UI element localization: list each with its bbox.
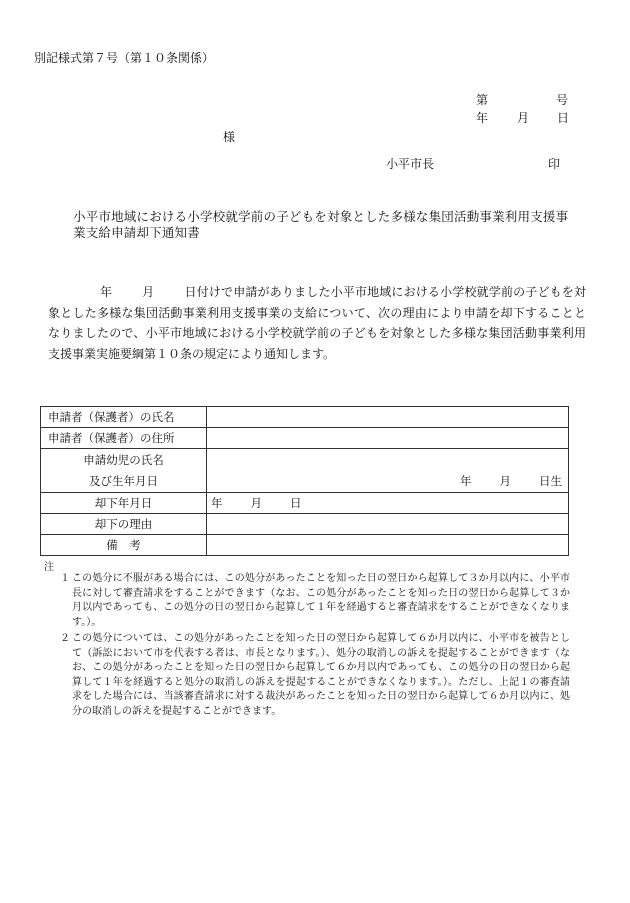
body-date-month: 月 (142, 285, 155, 299)
value-applicant-address (207, 428, 569, 449)
label-rejection-reason: 却下の理由 (41, 514, 207, 535)
table-row (41, 407, 569, 428)
table-row (41, 449, 569, 493)
value-rejection-date (207, 493, 569, 514)
notice-body (48, 282, 586, 364)
document-number-prefix: 第 (476, 93, 489, 107)
value-rejection-reason (207, 514, 569, 535)
issue-day-label: 日 (557, 111, 570, 125)
label-remarks: 備 考 (41, 535, 207, 556)
seal-mark: 印 (548, 157, 561, 171)
notes-list (58, 572, 570, 721)
label-applicant-name: 申請者（保護者）の氏名 (41, 407, 207, 428)
note-number: ２ (60, 633, 70, 644)
list-item (58, 572, 570, 630)
birth-month-label: 月 (499, 474, 511, 488)
note-text: この処分については、この処分があったことを知った日の翌日から起算して６か月以内に、小平市を被告として（訴訟において市を代表する者は、市長となります。）、処分の取消しの訴えを提起することができます（なお、この処分があったことを知った日の翌日から起算して６か月以内であっても、この処分の日の翌日から起算して１年を経過すると処分の取消しの訴えを提起することができなくなります。）。ただし、上記１の審査請求をした場合には、当該審査請求に対する裁決があったことを知った日の翌日から起算して６か月以内に、処分の取消しの訴えを提起することができます。 (72, 633, 570, 717)
notes-heading: 注 (44, 562, 54, 573)
value-remarks (207, 535, 569, 556)
table-row (41, 535, 569, 556)
table-row (41, 428, 569, 449)
rejection-month-label: 月 (250, 496, 262, 510)
issue-year-label: 年 (476, 111, 489, 125)
table-row (41, 493, 569, 514)
label-rejection-date: 却下年月日 (41, 493, 207, 514)
document-number-suffix: 号 (556, 93, 569, 107)
document-title: 小平市地域における小学校就学前の子どもを対象とした多様な集団活動事業利用支援事業支給申請却下通知書 (73, 209, 569, 240)
table-row (41, 514, 569, 535)
addressee-suffix: 様 (223, 130, 236, 144)
note-text: この処分に不服がある場合には、この処分があったことを知った日の翌日から起算して３か月以内に、小平市長に対して審査請求をすることができます（なお、この処分があったことを知った日の翌日から起算して３か月以内であっても、この処分の日の翌日から起算して１年を経過すると審査請求をすることができなくなります。）。 (72, 573, 570, 628)
label-applicant-address: 申請者（保護者）の住所 (41, 428, 207, 449)
form-number: 別記様式第７号（第１０条関係） (34, 51, 215, 65)
birth-day-suffix: 日生 (539, 474, 562, 488)
body-text: 日付けで申請がありました小平市地域における小学校就学前の子どもを対象とした多様な集団活動事業利用支援事業の支給について、次の理由により申請を却下することとなりましたので、小平市地域における小学校就学前の子どもを対象とした多様な集団活動事業利用支援事業実施要綱第１０条の規定により通知します。 (48, 285, 586, 361)
rejection-day-label: 日 (290, 496, 302, 510)
value-applicant-name (207, 407, 569, 428)
list-item (58, 632, 570, 719)
issue-month-label: 月 (517, 111, 530, 125)
label-child-name: 申請幼児の氏名 (83, 452, 164, 467)
issuer-name: 小平市長 (386, 157, 435, 171)
birth-date-fields (460, 473, 562, 489)
label-child-birth: 及び生年月日 (89, 473, 158, 488)
rejection-year-label: 年 (211, 496, 223, 510)
note-number: １ (60, 573, 70, 584)
value-child-name-birth (207, 449, 569, 493)
body-date-year: 年 (100, 285, 113, 299)
birth-year-label: 年 (460, 474, 472, 488)
applicant-info-table (40, 406, 569, 556)
label-child-name-birth (41, 449, 207, 493)
